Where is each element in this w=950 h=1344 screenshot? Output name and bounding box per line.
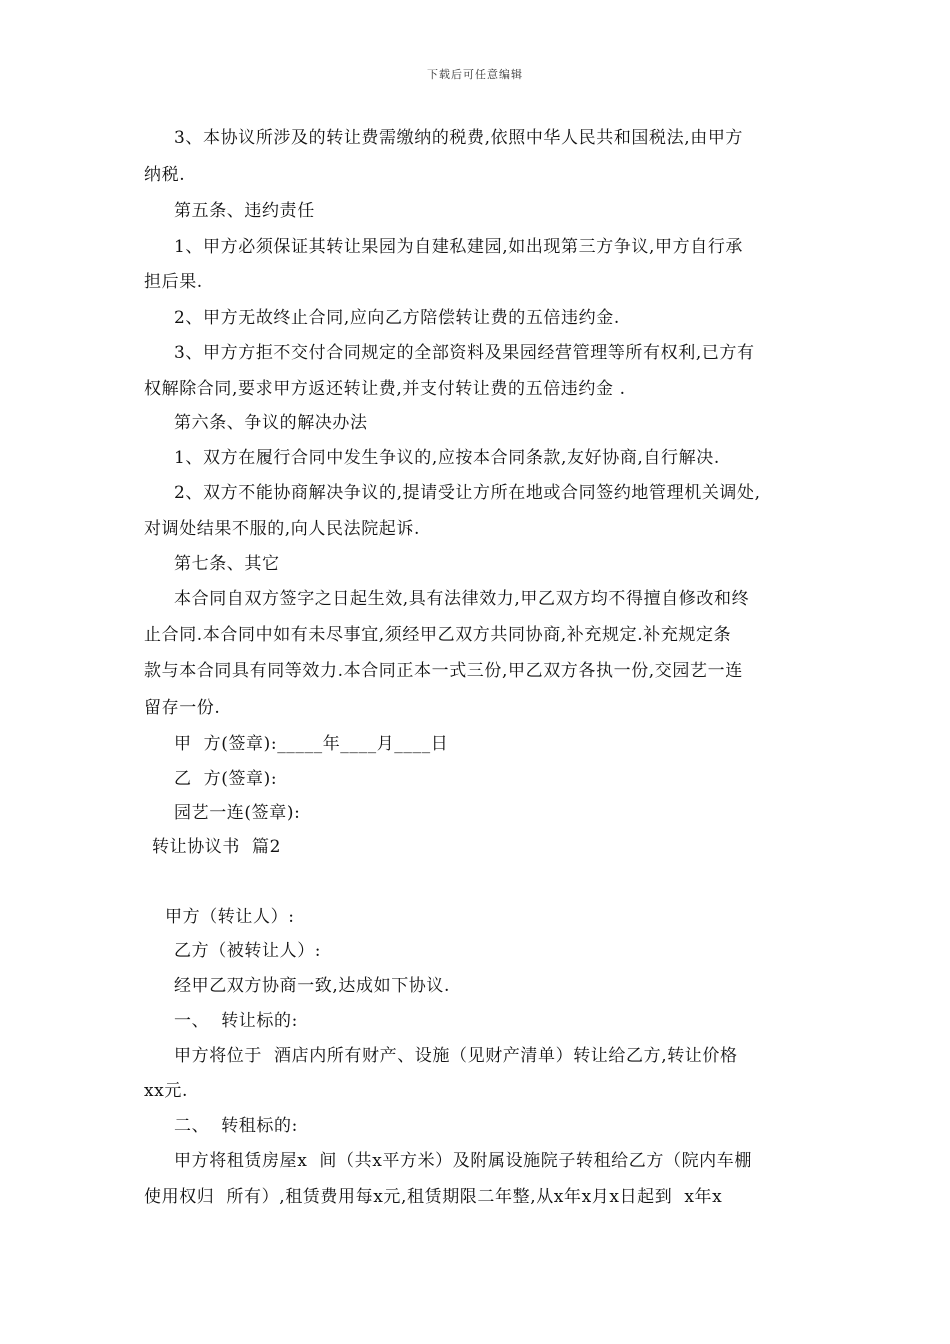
party-a-transferor: 甲方（转让人）: xyxy=(165,907,295,927)
item-2-line-1: 甲方将租赁房屋x 间（共x平方米）及附属设施院子转租给乙方（院内车棚 xyxy=(174,1151,752,1171)
clause-3-tax-line-2: 纳税. xyxy=(144,165,186,185)
signature-horticulture: 园艺一连(签章): xyxy=(174,803,301,823)
signature-party-a: 甲 方(签章):_____年____月____日 xyxy=(174,734,449,754)
art5-item-1-line-2: 担后果. xyxy=(144,272,203,292)
signature-party-b: 乙 方(签章): xyxy=(174,769,278,789)
art7-para-line-1: 本合同自双方签字之日起生效,具有法律效力,甲乙双方均不得擅自修改和终 xyxy=(174,589,750,609)
item-1-heading: 一、 转让标的: xyxy=(174,1011,298,1031)
art5-item-2: 2、甲方无故终止合同,应向乙方陪偿转让费的五倍违约金. xyxy=(174,308,620,328)
art6-item-2-line-2: 对调处结果不服的,向人民法院起诉. xyxy=(144,519,421,539)
article-7-heading: 第七条、其它 xyxy=(174,554,280,574)
item-2-heading: 二、 转租标的: xyxy=(174,1116,298,1136)
party-b-transferee: 乙方（被转让人）: xyxy=(174,941,322,961)
item-1-line-1: 甲方将位于 酒店内所有财产、设施（见财产清单）转让给乙方,转让价格 xyxy=(174,1046,738,1066)
item-1-line-2: xx元. xyxy=(144,1081,188,1101)
art7-para-line-4: 留存一份. xyxy=(144,698,221,718)
art5-item-3-line-1: 3、甲方方拒不交付合同规定的全部资料及果园经营管理等所有权利,已方有 xyxy=(174,343,755,363)
art7-para-line-3: 款与本合同具有同等效力.本合同正本一式三份,甲乙双方各执一份,交园艺一连 xyxy=(144,661,743,681)
art5-item-3-line-2: 权解除合同,要求甲方返还转让费,并支付转让费的五倍违约金 . xyxy=(144,379,626,399)
art7-para-line-2: 止合同.本合同中如有未尽事宜,须经甲乙双方共同协商,补充规定.补充规定条 xyxy=(144,625,732,645)
clause-3-tax-line-1: 3、本协议所涉及的转让费需缴纳的税费,依照中华人民共和国税法,由甲方 xyxy=(174,128,744,148)
section-title-part-2: 转让协议书 篇2 xyxy=(152,837,282,857)
article-5-heading: 第五条、违约责任 xyxy=(174,201,315,221)
art6-item-1: 1、双方在履行合同中发生争议的,应按本合同条款,友好协商,自行解决. xyxy=(174,448,720,468)
agreement-intro: 经甲乙双方协商一致,达成如下协议. xyxy=(174,976,451,996)
art6-item-2-line-1: 2、双方不能协商解决争议的,提请受让方所在地或合同签约地管理机关调处, xyxy=(174,483,761,503)
art5-item-1-line-1: 1、甲方必须保证其转让果园为自建私建园,如出现第三方争议,甲方自行承 xyxy=(174,237,744,257)
article-6-heading: 第六条、争议的解决办法 xyxy=(174,413,368,433)
item-2-line-2: 使用权归 所有）,租赁费用每x元,租赁期限二年整,从x年x月x日起到 x年x xyxy=(144,1187,723,1207)
page-header-note: 下载后可任意编辑 xyxy=(427,68,523,81)
